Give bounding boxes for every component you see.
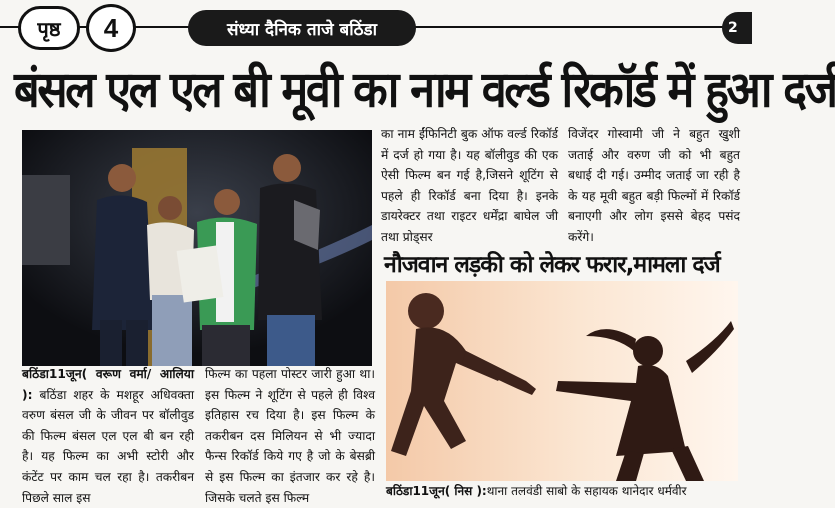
page-number: 4 <box>86 4 136 52</box>
event-photo <box>22 130 372 366</box>
story2-headline: नौजवान लड़की को लेकर फरार,मामला दर्ज <box>384 252 720 278</box>
event-photo-illustration <box>22 130 372 366</box>
main-headline: बंसल एल एल बी मूवी का नाम वर्ल्ड रिकॉर्ड में हुआ दर्ज <box>14 60 835 119</box>
story1-byline: बठिंडा11जून( वरूण वर्मा/ आलिया ): <box>22 367 194 402</box>
story2-text: थाना तलवंडी साबो के सहायक थानेदार धर्मवीर <box>486 484 687 498</box>
story1-column-1 <box>22 364 194 508</box>
abduction-illustration-graphic <box>386 281 738 481</box>
story1-col1-text: बठिंडा शहर के मशहूर अधिवक्ता वरुण बंसल जी के जीवन पर बॉलीवुड की फिल्म बंसल एल एल बी बन रही है। यह फिल्म का अभी स्टोरी और कंटेंट पर काम चल रहा है। तकरीबन पिछले साल इस <box>22 387 194 505</box>
story1-col2-text: फिल्म का पहला पोस्टर जारी हुआ था। इस फिल्म ने शूटिंग से पहले ही विश्व इतिहास रच दिया है। इस फिल्म के तकरीबन दस मिलियन से भी ज्यादा फैन्स रिकॉर्ड किये गए है जो के बेसब्री से इस फिल्म का इंतजार कर रहे है। जिसके चलते इस फिल्म <box>205 367 375 505</box>
page-label: पृष्ठ <box>18 6 80 50</box>
story1-column-4 <box>568 124 740 248</box>
newspaper-name-banner: संध्या दैनिक ताजे बठिंडा <box>188 10 416 46</box>
abduction-illustration <box>386 281 738 481</box>
story1-column-2 <box>205 364 375 508</box>
story1-col3-text: का नाम ईंफिनिटी बुक ऑफ वर्ल्ड रिकॉर्ड में दर्ज हो गया है। यह बॉलीवुड की एक ऐसी फिल्म बन गई है,जिसने शूटिंग से पहले ही रिकॉर्ड बना दिया है। इनके डायरेक्टर तथा राइटर धर्मेंद्रा बाघेल जी तथा प्रोड्सर <box>381 127 558 244</box>
corner-page-tab: 2 <box>722 12 752 44</box>
story1-col4-text: विजेंदर गोस्वामी जी ने बहुत खुशी जताई और वरुण जी को भी बहुत बधाई दी गई। उम्मीद जताई जा रही है के यह मूवी बहुत बड़ी फिल्मों में रिकॉर्ड बनाएगी और लोग इससे बेहद पसंद करेंगे। <box>568 127 740 244</box>
story1-column-3 <box>381 124 558 248</box>
story2-text-line <box>386 482 742 500</box>
story2-byline: बठिंडा11जून( निस ): <box>386 484 487 498</box>
